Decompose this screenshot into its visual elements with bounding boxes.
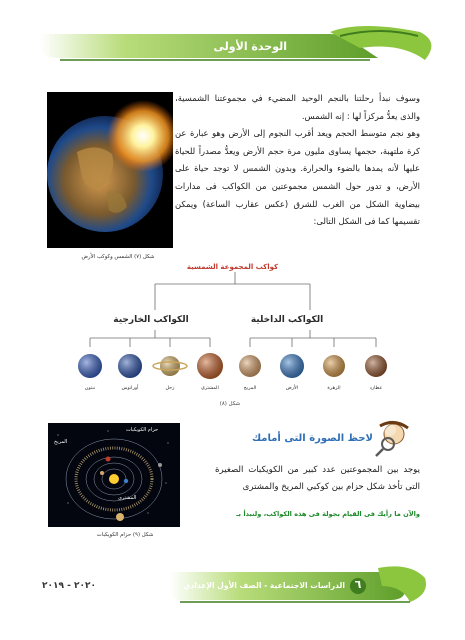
outer-planets-label: الكواكب الخارجية — [113, 315, 189, 325]
planet-shade-1 — [118, 354, 142, 378]
sun-earth-photo — [47, 92, 173, 248]
planet-shade-0 — [78, 354, 102, 378]
orbit-diagram-icon — [48, 423, 180, 527]
academic-year: ٢٠٢٠ - ٢٠١٩ — [42, 581, 96, 591]
planet-name-3: المشتري — [201, 386, 219, 391]
body-paragraph — [175, 90, 420, 231]
note-text — [215, 462, 420, 496]
asteroid-belt-image — [48, 423, 180, 527]
planet-shade-4 — [239, 355, 261, 377]
planet-name-2: زحل — [165, 386, 175, 391]
mars-label: المريخ — [54, 439, 68, 445]
page-number: ٦ — [354, 578, 362, 591]
note-paragraph: يوجد بين المجموعتين عدد كبير من الكويكبات الصغيرة التى تأخذ شكل حزام بين كوكبي المريخ والمشترى — [215, 465, 420, 492]
figure8-caption: شكل (٨) — [219, 401, 241, 407]
figure9-caption: شكل (٩) حزام الكويكبات — [96, 532, 154, 538]
planet-name-4: المريخ — [243, 386, 257, 391]
task-text: والآن ما رأيك فى القيام بجولة فى هذه الكواكب، ولنبدأ بـ — [236, 510, 420, 518]
jupiter-label: المشترى — [118, 495, 137, 501]
planet-name-7: عطارد — [369, 386, 383, 391]
planet-name-5: الأرض — [285, 386, 299, 391]
planet-name-1: أورانوس — [121, 386, 139, 391]
planet-name-0: نبتون — [84, 386, 96, 391]
earth-icon — [47, 92, 173, 248]
diagram-title: كواكب المجموعة الشمسية — [186, 263, 279, 271]
planet-name-6: الزهرة — [327, 386, 341, 391]
planet-shade-6 — [323, 355, 345, 377]
planet-row — [70, 348, 410, 384]
figure7-caption: شكل (٧) الشمس وكوكب الأرض — [81, 254, 155, 260]
planet-shade-5 — [280, 354, 304, 378]
planet-shade-7 — [365, 355, 387, 377]
planet-shade-3 — [197, 353, 223, 379]
planet-shade-2 — [160, 356, 180, 376]
magnifier-icon — [372, 418, 414, 458]
paragraph-2: وهو نجم متوسط الحجم ويعد أقرب النجوم إلى الأرض وهو عبارة عن كرة ملتهبة، حجمها يساوى مليون مرة حجم الأرض ويعدُّ مصدراً للحياة عليها لأنه يمدها بالضوء والحرارة. وبدون الشمس لا توجد حياة على الأرض، و تدور حول الشمس مجموعتين من الكواكب فى مدارات بيضاوية الشكل من الغرب للشرق (عكس عقارب الساعة) ويمكن تقسيمها كما فى الشكل التالى: — [175, 128, 420, 227]
belt-label: حزام الكويكبات — [126, 427, 159, 433]
unit-title: الوحدة الأولى — [213, 40, 287, 53]
note-title: لاحظ الصورة التى أمامك — [251, 433, 373, 444]
footer-subject: الدراسات الاجتماعية - الصف الأول الإعدادي — [183, 581, 345, 590]
inner-planets-label: الكواكب الداخلية — [250, 315, 324, 325]
paragraph-1: وسوف نبدأ رحلتنا بالنجم الوحيد المضيء في مجموعتنا الشمسية، والذى يعدُّ مركزاً لها : إنه الشمس. — [175, 93, 420, 121]
